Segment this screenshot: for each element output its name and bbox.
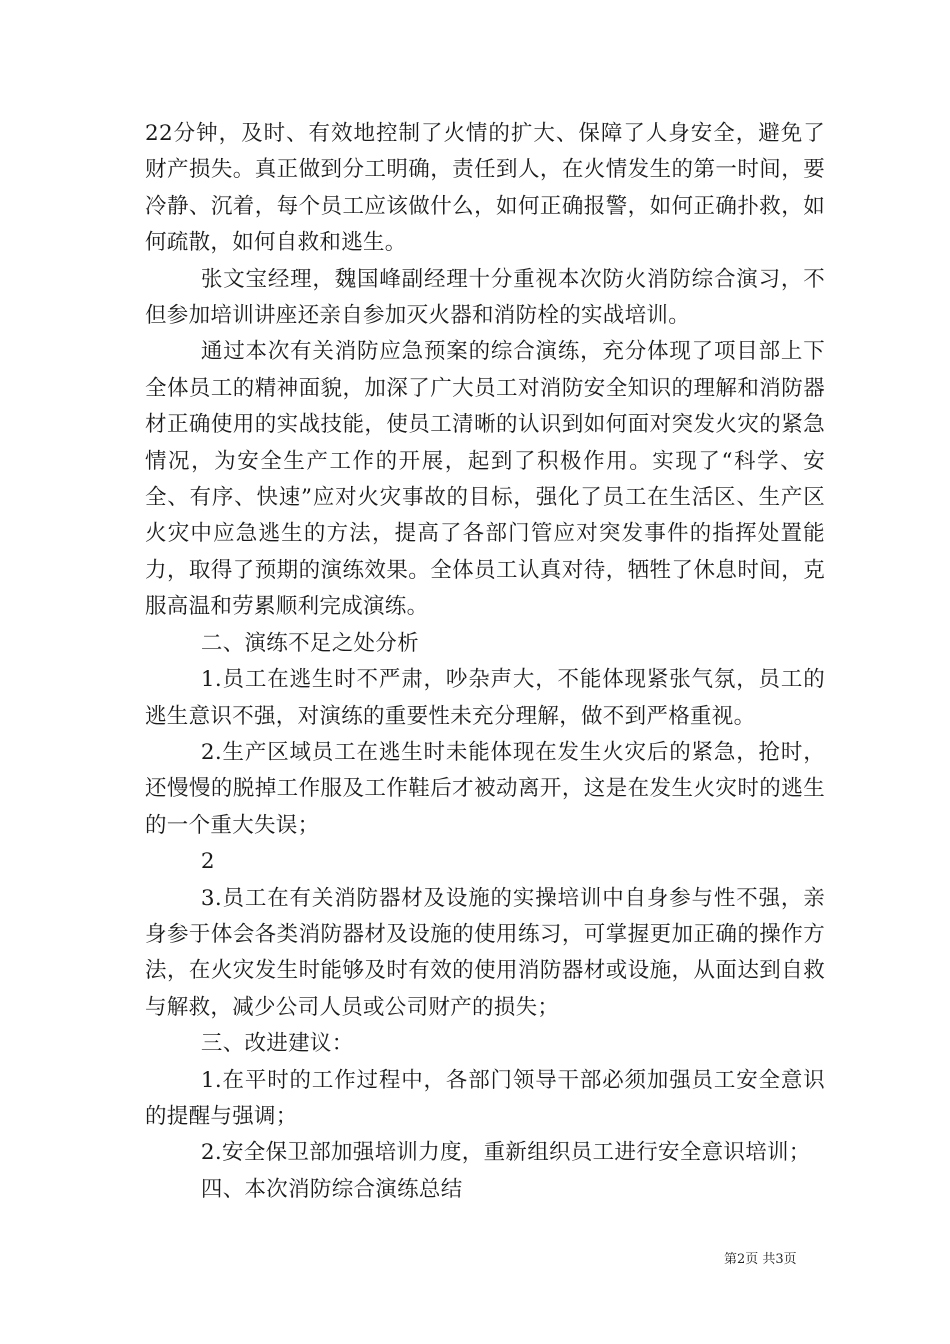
document-body [145,116,825,1208]
suggestion-item-2: 2.安全保卫部加强培训力度，重新组织员工进行安全意识培训； [200,1140,811,1166]
paragraph-managers: 张文宝经理，魏国峰副经理十分重视本次防火消防综合演习，不但参加培训讲座还亲自参加灭火器和消防栓的实战培训。 [145,266,825,329]
section-heading-shortcomings: 二、演练不足之处分析 [200,630,419,656]
suggestion-item-1: 1.在平时的工作过程中，各部门领导干部必须加强员工安全意识的提醒与强调； [145,1067,825,1129]
shortcoming-item-1: 1.员工在逃生时不严肃，吵杂声大，不能体现紧张气氛，员工的逃生意识不强，对演练的重要性未充分理解，做不到严格重视。 [145,667,825,729]
stray-page-number: 2 [200,849,215,875]
shortcoming-item-3: 3.员工在有关消防器材及设施的实操培训中自身参与性不强，亲身参于体会各类消防器材及设施的使用练习，可掌握更加正确的操作方法，在火灾发生时能够及时有效的使用消防器材或设施，从面达到自救与解救，减少公司人员或公司财产的损失； [145,885,825,1020]
section-heading-summary: 四、本次消防综合演练总结 [200,1176,463,1202]
paragraph-drill-results: 通过本次有关消防应急预案的综合演练，充分体现了项目部上下全体员工的精神面貌，加深了广大员工对消防安全知识的理解和消防器材正确使用的实战技能，使员工清晰的认识到如何面对突发火灾的紧急情况，为安全生产工作的开展，起到了积极作用。实现了“科学、安全、有序、快速”应对火灾事故的目标，强化了员工在生活区、生产区火灾中应急逃生的方法，提高了各部门管应对突发事件的指挥处置能力，取得了预期的演练效果。全体员工认真对待，牺牲了休息时间，克服高温和劳累顺利完成演练。 [145,339,825,620]
shortcoming-item-2: 2.生产区域员工在逃生时未能体现在发生火灾后的紧急，抢时，还慢慢的脱掉工作服及工作鞋后才被动离开，这是在发生火灾时的逃生的一个重大失误； [145,739,825,838]
paragraph-fire-control: 22分钟，及时、有效地控制了火情的扩大、保障了人身安全，避免了财产损失。真正做到分工明确，责任到人，在火情发生的第一时间，要冷静、沉着，每个员工应该做什么，如何正确报警，如何正确扑救，如何疏散，如何自救和逃生。 [145,121,825,256]
section-heading-suggestions: 三、改进建议： [200,1031,354,1057]
page-footer: 第2页 共3页 [724,1252,797,1267]
